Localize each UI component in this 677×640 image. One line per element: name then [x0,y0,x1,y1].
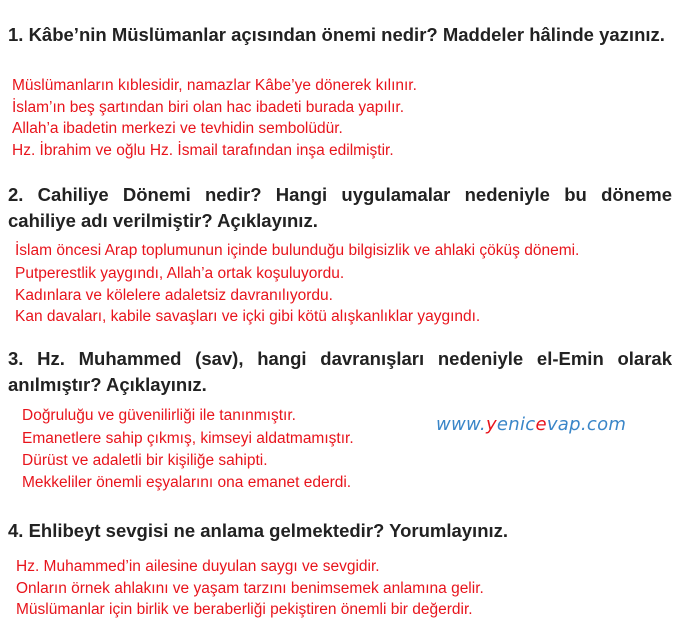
answer-4-2: Onların örnek ahlakını ve yaşam tarzını benimsemek anlamına gelir. [16,580,484,597]
question-4: 4. Ehlibeyt sevgisi ne anlama gelmektedir? Yorumlayınız. [8,520,509,541]
answer-1-2: İslam’ın beş şartından biri olan hac ibadeti burada yapılır. [12,99,405,116]
answer-2-1: İslam öncesi Arap toplumunun içinde bulunduğu bilgisizlik ve ahlaki çöküş dönemi. [15,242,580,259]
answer-3-2: Emanetlere sahip çıkmış, kimseyi aldatmamıştır. [22,430,354,447]
answer-3-1: Doğruluğu ve güvenilirliği ile tanınmıştır. [22,407,296,424]
answer-1-4: Hz. İbrahim ve oğlu Hz. İsmail tarafından inşa edilmiştir. [12,142,394,159]
question-1: 1. Kâbe’nin Müslümanlar açısından önemi nedir? Maddeler hâlinde yazınız. [8,24,665,45]
answer-2-2: Putperestlik yaygındı, Allah’a ortak koşuluyordu. [15,265,345,282]
question-2: 2. Cahiliye Dönemi nedir? Hangi uygulamalar nedeniyle bu döneme cahiliye adı verilmiştir? Açıklayınız. [8,184,672,231]
answer-4-3: Müslümanlar için birlik ve beraberliği pekiştiren önemli bir değerdir. [16,601,473,618]
answer-1-1: Müslümanların kıblesidir, namazlar Kâbe’ye dönerek kılınır. [12,77,417,94]
question-3: 3. Hz. Muhammed (sav), hangi davranışları nedeniyle el-Emin olarak anılmıştır? Açıklayınız. [8,348,672,395]
answer-4-1: Hz. Muhammed’in ailesine duyulan saygı ve sevgidir. [16,558,380,575]
watermark: www.yenicevap.com [436,414,627,435]
answer-3-3: Dürüst ve adaletli bir kişiliğe sahipti. [22,452,268,469]
answer-2-3: Kadınlara ve kölelere adaletsiz davranılıyordu. [15,287,333,304]
answer-2-4: Kan davaları, kabile savaşları ve içki gibi kötü alışkanlıklar yaygındı. [15,308,481,325]
answer-1-3: Allah’a ibadetin merkezi ve tevhidin sembolüdür. [12,120,343,137]
answer-3-4: Mekkeliler önemli eşyalarını ona emanet ederdi. [22,474,352,491]
